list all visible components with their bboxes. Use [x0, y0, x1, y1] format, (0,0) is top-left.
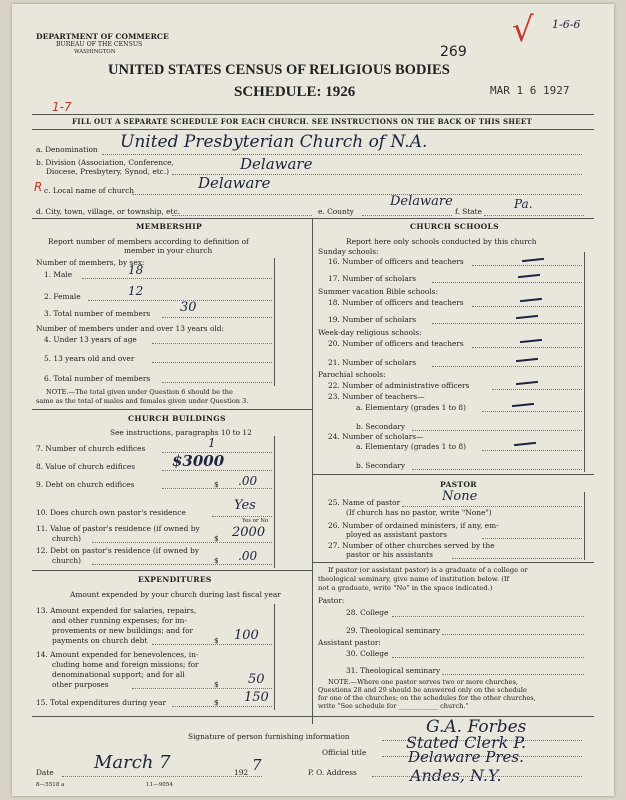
form-code: 8—5518 a — [36, 782, 65, 788]
denomination-value: United Presbyterian Church of N.A. — [120, 132, 428, 152]
q10-value: Yes — [234, 498, 256, 513]
annotation-left: 1-7 — [52, 100, 72, 114]
po-address-label: P. O. Address — [308, 768, 357, 777]
q21-label: 21. Number of scholars — [328, 358, 417, 367]
q1-male-label: 1. Male — [44, 270, 73, 279]
q12-dollar: $ — [214, 556, 219, 565]
q7-label: 7. Number of church edifices — [36, 444, 146, 453]
division-label-2: Diocese, Presbytery, Synod, etc.) — [46, 167, 170, 176]
q23b-label: b. Secondary — [356, 422, 406, 431]
pastor-note-2: Questions 28 and 29 should be answered only on the schedule — [318, 686, 527, 694]
q13-label-2: and other running expenses; for im- — [52, 616, 187, 625]
denomination-label: a. Denomination — [36, 145, 98, 154]
po-address-line-2: Andes, N.Y. — [410, 766, 502, 785]
pastor-note-3: for one of the churches; on the schedules for the other churches, — [318, 694, 536, 702]
q26-label-1: 26. Number of ordained ministers, if any, em- — [328, 521, 499, 530]
q9-value: .00 — [238, 474, 258, 488]
q11-label-1: 11. Value of pastor's residence (if owned by — [36, 524, 200, 533]
county-value: Delaware — [390, 194, 453, 209]
q31-label: 31. Theological seminary — [346, 666, 441, 675]
membership-note-2: same as the total of males and females given under Question 3. — [36, 397, 249, 405]
buildings-sub: See instructions, paragraphs 10 to 12 — [110, 428, 252, 437]
q23a-label: a. Elementary (grades 1 to 8) — [356, 403, 467, 412]
division-value: Delaware — [240, 155, 313, 173]
print-code: 11—9054 — [146, 782, 173, 788]
county-label: e. County — [318, 207, 354, 216]
q11-value: 2000 — [232, 525, 266, 540]
q15-dollar: $ — [214, 698, 219, 707]
q14-label-1: 14. Amount expended for benevolences, in- — [36, 650, 199, 659]
q23-label: 23. Number of teachers— — [328, 392, 425, 401]
local-name-label: c. Local name of church — [44, 186, 134, 195]
q2-female-value: 12 — [128, 284, 144, 298]
q29-label: 29. Theological seminary — [346, 626, 441, 635]
date-label: Date — [36, 768, 54, 777]
schools-heading: CHURCH SCHOOLS — [410, 222, 499, 231]
official-title-value: Stated Clerk P. — [406, 733, 527, 752]
q12-value: .00 — [238, 549, 258, 563]
instructions-line: FILL OUT A SEPARATE SCHEDULE FOR EACH CHURCH. SEE INSTRUCTIONS ON THE BACK OF THIS SHEET — [72, 117, 533, 126]
state-value: Pa. — [514, 197, 533, 211]
pastor-label: Pastor: — [318, 596, 345, 605]
division-label-1: b. Division (Association, Conference, — [36, 158, 174, 167]
q14-label-2: cluding home and foreign missions; for — [52, 660, 199, 669]
schools-intro: Report here only schools conducted by this church — [346, 237, 537, 246]
q25-note: (If church has no pastor, write "None") — [346, 508, 492, 517]
q9-dollar: $ — [214, 480, 219, 489]
q12-label-2: church) — [52, 556, 81, 565]
q28-label: 28. College — [346, 608, 389, 617]
q2-female-label: 2. Female — [44, 292, 81, 301]
department-label: DEPARTMENT OF COMMERCE — [36, 32, 169, 41]
q14-label-4: other purposes — [52, 680, 109, 689]
membership-heading: MEMBERSHIP — [136, 222, 203, 231]
membership-intro-2: member in your church — [124, 246, 213, 255]
q15-value: 150 — [244, 690, 269, 705]
signature-value: G.A. Forbes — [426, 717, 527, 737]
pastor-note-4: write "See schedule for ____________ church." — [318, 702, 469, 710]
q5-over13-label: 5. 13 years old and over — [44, 354, 135, 363]
members-by-sex: Number of members, by sex: — [36, 258, 145, 267]
q8-value: $3000 — [172, 452, 225, 470]
q13-dollar: $ — [214, 636, 219, 645]
q8-label: 8. Value of church edifices — [36, 462, 135, 471]
q9-label: 9. Debt on church edifices — [36, 480, 135, 489]
schedule-title: SCHEDULE: 1926 — [234, 84, 356, 100]
bureau-label: BUREAU OF THE CENSUS — [56, 41, 143, 48]
q22-label: 22. Number of administrative officers — [328, 381, 470, 390]
city-label: WASHINGTON — [74, 49, 116, 55]
q6-total-label: 6. Total number of members — [44, 374, 151, 383]
q25-value: None — [442, 489, 478, 504]
q24b-label: b. Secondary — [356, 461, 406, 470]
assistant-pastor-label: Assistant pastor: — [318, 638, 381, 647]
pastor-note-1: NOTE.—Where one pastor serves two or more churches, — [328, 678, 518, 686]
q13-label-4: payments on church debt — [52, 636, 148, 645]
q11-label-2: church) — [52, 534, 81, 543]
state-label: f. State — [455, 207, 482, 216]
year-prefix: 192 — [234, 768, 249, 777]
graduate-note-2: theological seminary, give name of institution below. (If — [318, 575, 510, 583]
q24a-label: a. Elementary (grades 1 to 8) — [356, 442, 467, 451]
q14-label-3: denominational support; and for all — [52, 670, 185, 679]
q12-label-1: 12. Debt on pastor's residence (if owned by — [36, 546, 200, 555]
membership-note-1: NOTE.—The total given under Question 6 should be the — [46, 388, 233, 396]
q3-total-value: 30 — [180, 300, 197, 315]
received-stamp: MAR 1 6 1927 — [490, 84, 570, 97]
age-label: Number of members under and over 13 years old: — [36, 324, 224, 333]
census-schedule-page — [12, 4, 614, 796]
check-mark: √ — [512, 10, 534, 50]
parochial-schools-label: Parochial schools: — [318, 370, 386, 379]
q17-label: 17. Number of scholars — [328, 274, 417, 283]
q4-under13-label: 4. Under 13 years of age — [44, 335, 137, 344]
q10-label: 10. Does church own pastor's residence — [36, 508, 186, 517]
q16-label: 16. Number of officers and teachers — [328, 257, 464, 266]
year-value: 7 — [252, 756, 262, 774]
q13-value: 100 — [234, 628, 259, 643]
q20-label: 20. Number of officers and teachers — [328, 339, 464, 348]
q27-label-1: 27. Number of other churches served by the — [328, 541, 495, 550]
q19-label: 19. Number of scholars — [328, 315, 417, 324]
q27-label-2: pastor or his assistants — [346, 550, 433, 559]
form-title: UNITED STATES CENSUS OF RELIGIOUS BODIES — [108, 62, 450, 78]
pastor-heading: PASTOR — [440, 480, 477, 489]
annotation-r: R — [34, 180, 43, 194]
form-number: 269 — [440, 44, 467, 60]
weekday-schools-label: Week-day religious schools: — [318, 328, 422, 337]
q14-value: 50 — [248, 672, 265, 687]
q15-label: 15. Total expenditures during year — [36, 698, 166, 707]
date-value: March 7 — [94, 752, 171, 773]
q18-label: 18. Number of officers and teachers — [328, 298, 464, 307]
q7-value: 1 — [208, 436, 216, 450]
expenditures-heading: EXPENDITURES — [138, 575, 212, 584]
q3-total-label: 3. Total number of members — [44, 309, 151, 318]
city-town-label: d. City, town, village, or township, etc. — [36, 207, 181, 216]
local-name-value: Delaware — [198, 174, 271, 192]
membership-intro-1: Report number of members according to definition of — [48, 237, 249, 246]
q26-label-2: ployed as assistant pastors — [346, 530, 448, 539]
official-title-label: Official title — [322, 748, 367, 757]
q30-label: 30. College — [346, 649, 389, 658]
annotation-top: 1-6-6 — [552, 18, 581, 31]
q13-label-1: 13. Amount expended for salaries, repairs, — [36, 606, 197, 615]
q24-label: 24. Number of scholars— — [328, 432, 424, 441]
expenditures-sub: Amount expended by your church during last fiscal year — [70, 590, 281, 599]
q1-male-value: 18 — [128, 263, 144, 277]
po-address-line-1: Delaware Pres. — [408, 748, 524, 766]
q14-dollar: $ — [214, 680, 219, 689]
sunday-schools-label: Sunday schools: — [318, 247, 379, 256]
yes-no-hint: Yes or No — [242, 518, 269, 524]
signature-label: Signature of person furnishing information — [188, 732, 350, 741]
q13-label-3: provements or new buildings; and for — [52, 626, 194, 635]
graduate-note-1: If pastor (or assistant pastor) is a graduate of a college or — [328, 566, 528, 574]
graduate-note-3: not a graduate, write "No" in the space indicated.) — [318, 584, 493, 592]
q25-label: 25. Name of pastor — [328, 498, 401, 507]
buildings-heading: CHURCH BUILDINGS — [128, 414, 226, 423]
summer-schools-label: Summer vacation Bible schools: — [318, 287, 438, 296]
q11-dollar: $ — [214, 534, 219, 543]
